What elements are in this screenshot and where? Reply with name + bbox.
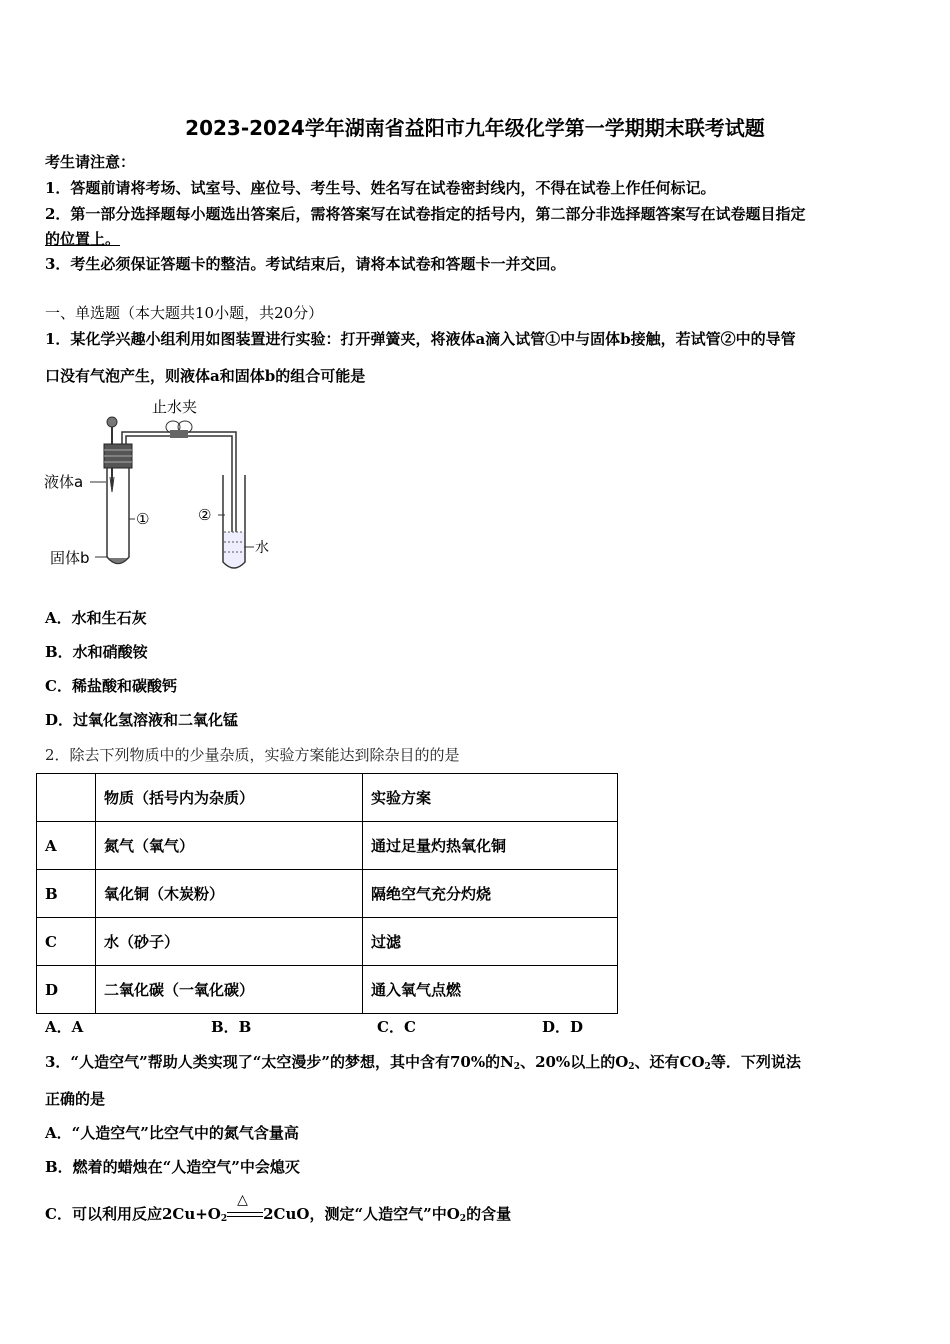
notice-heading: 考生请注意： [45, 153, 136, 171]
q2-table [36, 773, 618, 1014]
q3-option-c [45, 1192, 512, 1224]
q3-stem-line1 [45, 1051, 801, 1072]
table-row [37, 822, 618, 870]
liquid-a-label: 液体a [44, 473, 84, 491]
q1-stem-line1: 1．某化学兴趣小组利用如图装置进行实验：打开弹簧夹，将液体a滴入试管①中与固体b接触，若试管②中的导管 [45, 330, 796, 348]
equals-line-bottom [227, 1216, 263, 1217]
clamp-label: 止水夹 [152, 398, 198, 416]
water-label: 水 [255, 540, 269, 556]
solid-b-label: 固体b [50, 549, 90, 567]
tube2-label: ② [198, 506, 212, 524]
page-title: 2023-2024学年湖南省益阳市九年级化学第一学期期末联考试题 [185, 116, 765, 140]
table-header-cell [37, 774, 96, 822]
notice-item-2-cont: 的位置上。 [45, 230, 121, 248]
table-cell: C [37, 918, 96, 966]
q3-optc-part: 的含量 [466, 1205, 512, 1223]
table-cell: 隔绝空气充分灼烧 [363, 870, 618, 918]
table-row [37, 918, 618, 966]
equals-line-top [227, 1212, 263, 1213]
table-cell: 二氧化碳（一氧化碳） [96, 966, 363, 1014]
tube1-label: ① [136, 510, 150, 528]
table-header-cell: 实验方案 [363, 774, 618, 822]
delta-icon: △ [237, 1192, 248, 1208]
table-cell: 通过足量灼热氧化铜 [363, 822, 618, 870]
q1-option-b: B．水和硝酸铵 [45, 643, 148, 661]
subscript: 2 [628, 1062, 635, 1072]
table-header-cell: 物质（括号内为杂质） [96, 774, 363, 822]
notice-item-2: 2．第一部分选择题每小题选出答案后，需将答案写在试卷指定的括号内，第二部分非选择题答案写在试卷题目指定 [45, 205, 806, 223]
table-cell: 过滤 [363, 918, 618, 966]
q1-option-a: A．水和生石灰 [45, 609, 147, 627]
section-heading: 一、单选题（本大题共10小题，共20分） [45, 304, 324, 322]
q2-option-c: C．C [377, 1018, 416, 1036]
subscript: 2 [704, 1062, 711, 1072]
q3-stem-part: 3．“人造空气”帮助人类实现了“太空漫步”的梦想，其中含有70%的N [45, 1053, 514, 1071]
table-cell: 氧化铜（木炭粉） [96, 870, 363, 918]
table-row [37, 870, 618, 918]
table-cell: B [37, 870, 96, 918]
q2-stem: 2．除去下列物质中的少量杂质，实验方案能达到除杂目的的是 [45, 746, 460, 764]
q1-stem-line2: 口没有气泡产生，则液体a和固体b的组合可能是 [45, 367, 366, 385]
q2-option-b: B．B [211, 1018, 252, 1036]
delivery-tube [122, 432, 236, 552]
table-cell: 氮气（氧气） [96, 822, 363, 870]
q1-option-d: D．过氧化氢溶液和二氧化锰 [45, 711, 239, 729]
q3-optc-part: C．可以利用反应2Cu+O [45, 1205, 221, 1223]
q3-optc-part: 2CuO，测定“人造空气”中O [263, 1205, 460, 1223]
table-header-row [37, 774, 618, 822]
q3-option-a: A．“人造空气”比空气中的氮气含量高 [45, 1124, 299, 1142]
q3-stem-part: 、还有CO [634, 1053, 705, 1071]
q2-option-d: D．D [542, 1018, 584, 1036]
notice-item-3: 3．考生必须保证答题卡的整洁。考试结束后，请将本试卷和答题卡一并交回。 [45, 255, 566, 273]
q3-stem-line2: 正确的是 [45, 1090, 106, 1108]
table-cell: 水（砂子） [96, 918, 363, 966]
q2-option-a: A．A [45, 1018, 84, 1036]
water-in-tube [224, 532, 244, 567]
spring-clamp [170, 430, 188, 438]
table-row [37, 966, 618, 1014]
notice-item-1: 1．答题前请将考场、试室号、座位号、考生号、姓名写在试卷密封线内，不得在试卷上作任何标记。 [45, 179, 716, 197]
subscript: 2 [513, 1062, 521, 1072]
dropper-bulb [107, 417, 117, 427]
q3-stem-part: 、20%以上的O [520, 1053, 629, 1071]
table-cell: D [37, 966, 96, 1014]
table-cell: A [37, 822, 96, 870]
apparatus-diagram [40, 392, 280, 577]
subscript: 2 [220, 1214, 228, 1224]
table-cell: 通入氧气点燃 [363, 966, 618, 1014]
q3-stem-part: 等．下列说法 [710, 1053, 801, 1071]
q3-option-b: B．燃着的蜡烛在“人造空气”中会熄灭 [45, 1158, 300, 1176]
heat-condition-sign [227, 1192, 263, 1222]
subscript: 2 [459, 1214, 467, 1224]
q1-option-c: C．稀盐酸和碳酸钙 [45, 677, 177, 695]
